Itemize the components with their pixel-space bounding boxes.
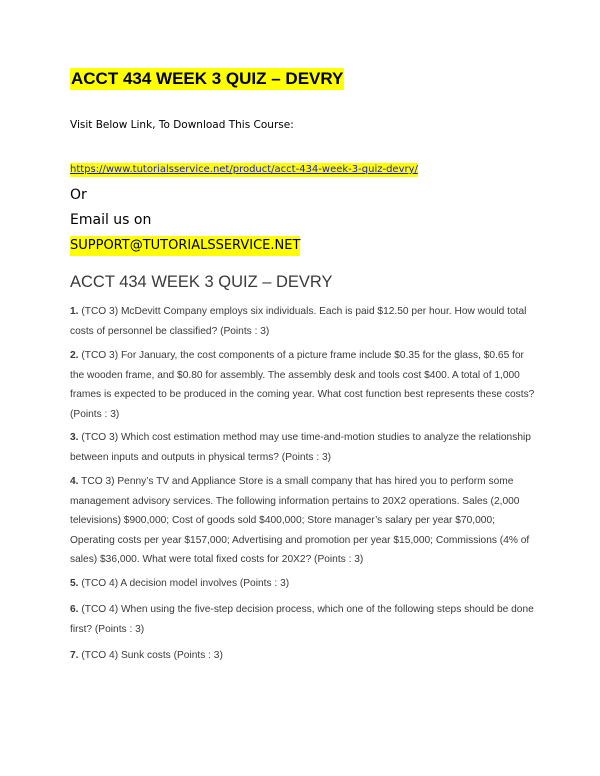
- course-download-link[interactable]: https://www.tutorialsservice.net/product/acct-434-week-3-quiz-devry/: [70, 164, 418, 175]
- question-text: TCO 3) Penny’s TV and Appliance Store is a small company that has hired you to perform some management advisory services. The following information pertains to 20X2 operations. Sales (2,000 televisions) $900,000; Cost of goods sold $400,000; Store manager’s salary per year $70,000; Operating costs per year $157,000; Advertising and promotion per year $15,000; Commissions (4% of sales) $36,000. What were total fixed costs for 20X2? (Points : 3): [70, 476, 530, 565]
- or-text: Or: [70, 187, 87, 203]
- question-text: (TCO 3) McDevitt Company employs six individuals. Each is paid $12.50 per hour. How would total costs of personnel be classified? (Points : 3): [70, 306, 527, 337]
- question-text: (TCO 4) When using the five-step decision process, which one of the following steps should be done first? (Points : 3): [70, 604, 534, 635]
- email-label: Email us on: [70, 212, 152, 228]
- question-number: 2.: [70, 350, 79, 361]
- question-3: [70, 428, 535, 467]
- question-number: 7.: [70, 650, 79, 661]
- question-text: (TCO 3) Which cost estimation method may use time-and-motion studies to analyze the relationship between inputs and outputs in physical terms? (Points : 3): [70, 432, 531, 463]
- question-text: (TCO 4) A decision model involves (Points : 3): [78, 578, 290, 589]
- visit-instruction: Visit Below Link, To Download This Course:: [70, 119, 294, 131]
- question-number: 3.: [70, 432, 79, 443]
- question-6: [70, 600, 535, 639]
- question-number: 6.: [70, 604, 79, 615]
- question-number: 5.: [70, 578, 79, 589]
- question-4: [70, 472, 535, 570]
- question-1: [70, 302, 535, 341]
- question-text: (TCO 4) Sunk costs (Points : 3): [78, 650, 223, 661]
- question-number: 4.: [70, 476, 79, 487]
- quiz-heading: ACCT 434 WEEK 3 QUIZ – DEVRY: [70, 273, 333, 291]
- question-text: (TCO 3) For January, the cost components of a picture frame include $0.35 for the glass, $0.65 for the wooden frame, and $0.80 for assembly. The assembly desk and tools cost $400. A total of 1,000 frames is expected to be produced in the coming year. What cost function best represents these costs? (Points : 3): [70, 350, 535, 420]
- support-email: SUPPORT@TUTORIALSSERVICE.NET: [70, 236, 300, 256]
- question-5: [70, 574, 535, 594]
- question-2: [70, 346, 535, 424]
- question-7: [70, 646, 535, 666]
- document-title: ACCT 434 WEEK 3 QUIZ – DEVRY: [71, 69, 344, 88]
- question-number: 1.: [70, 306, 79, 317]
